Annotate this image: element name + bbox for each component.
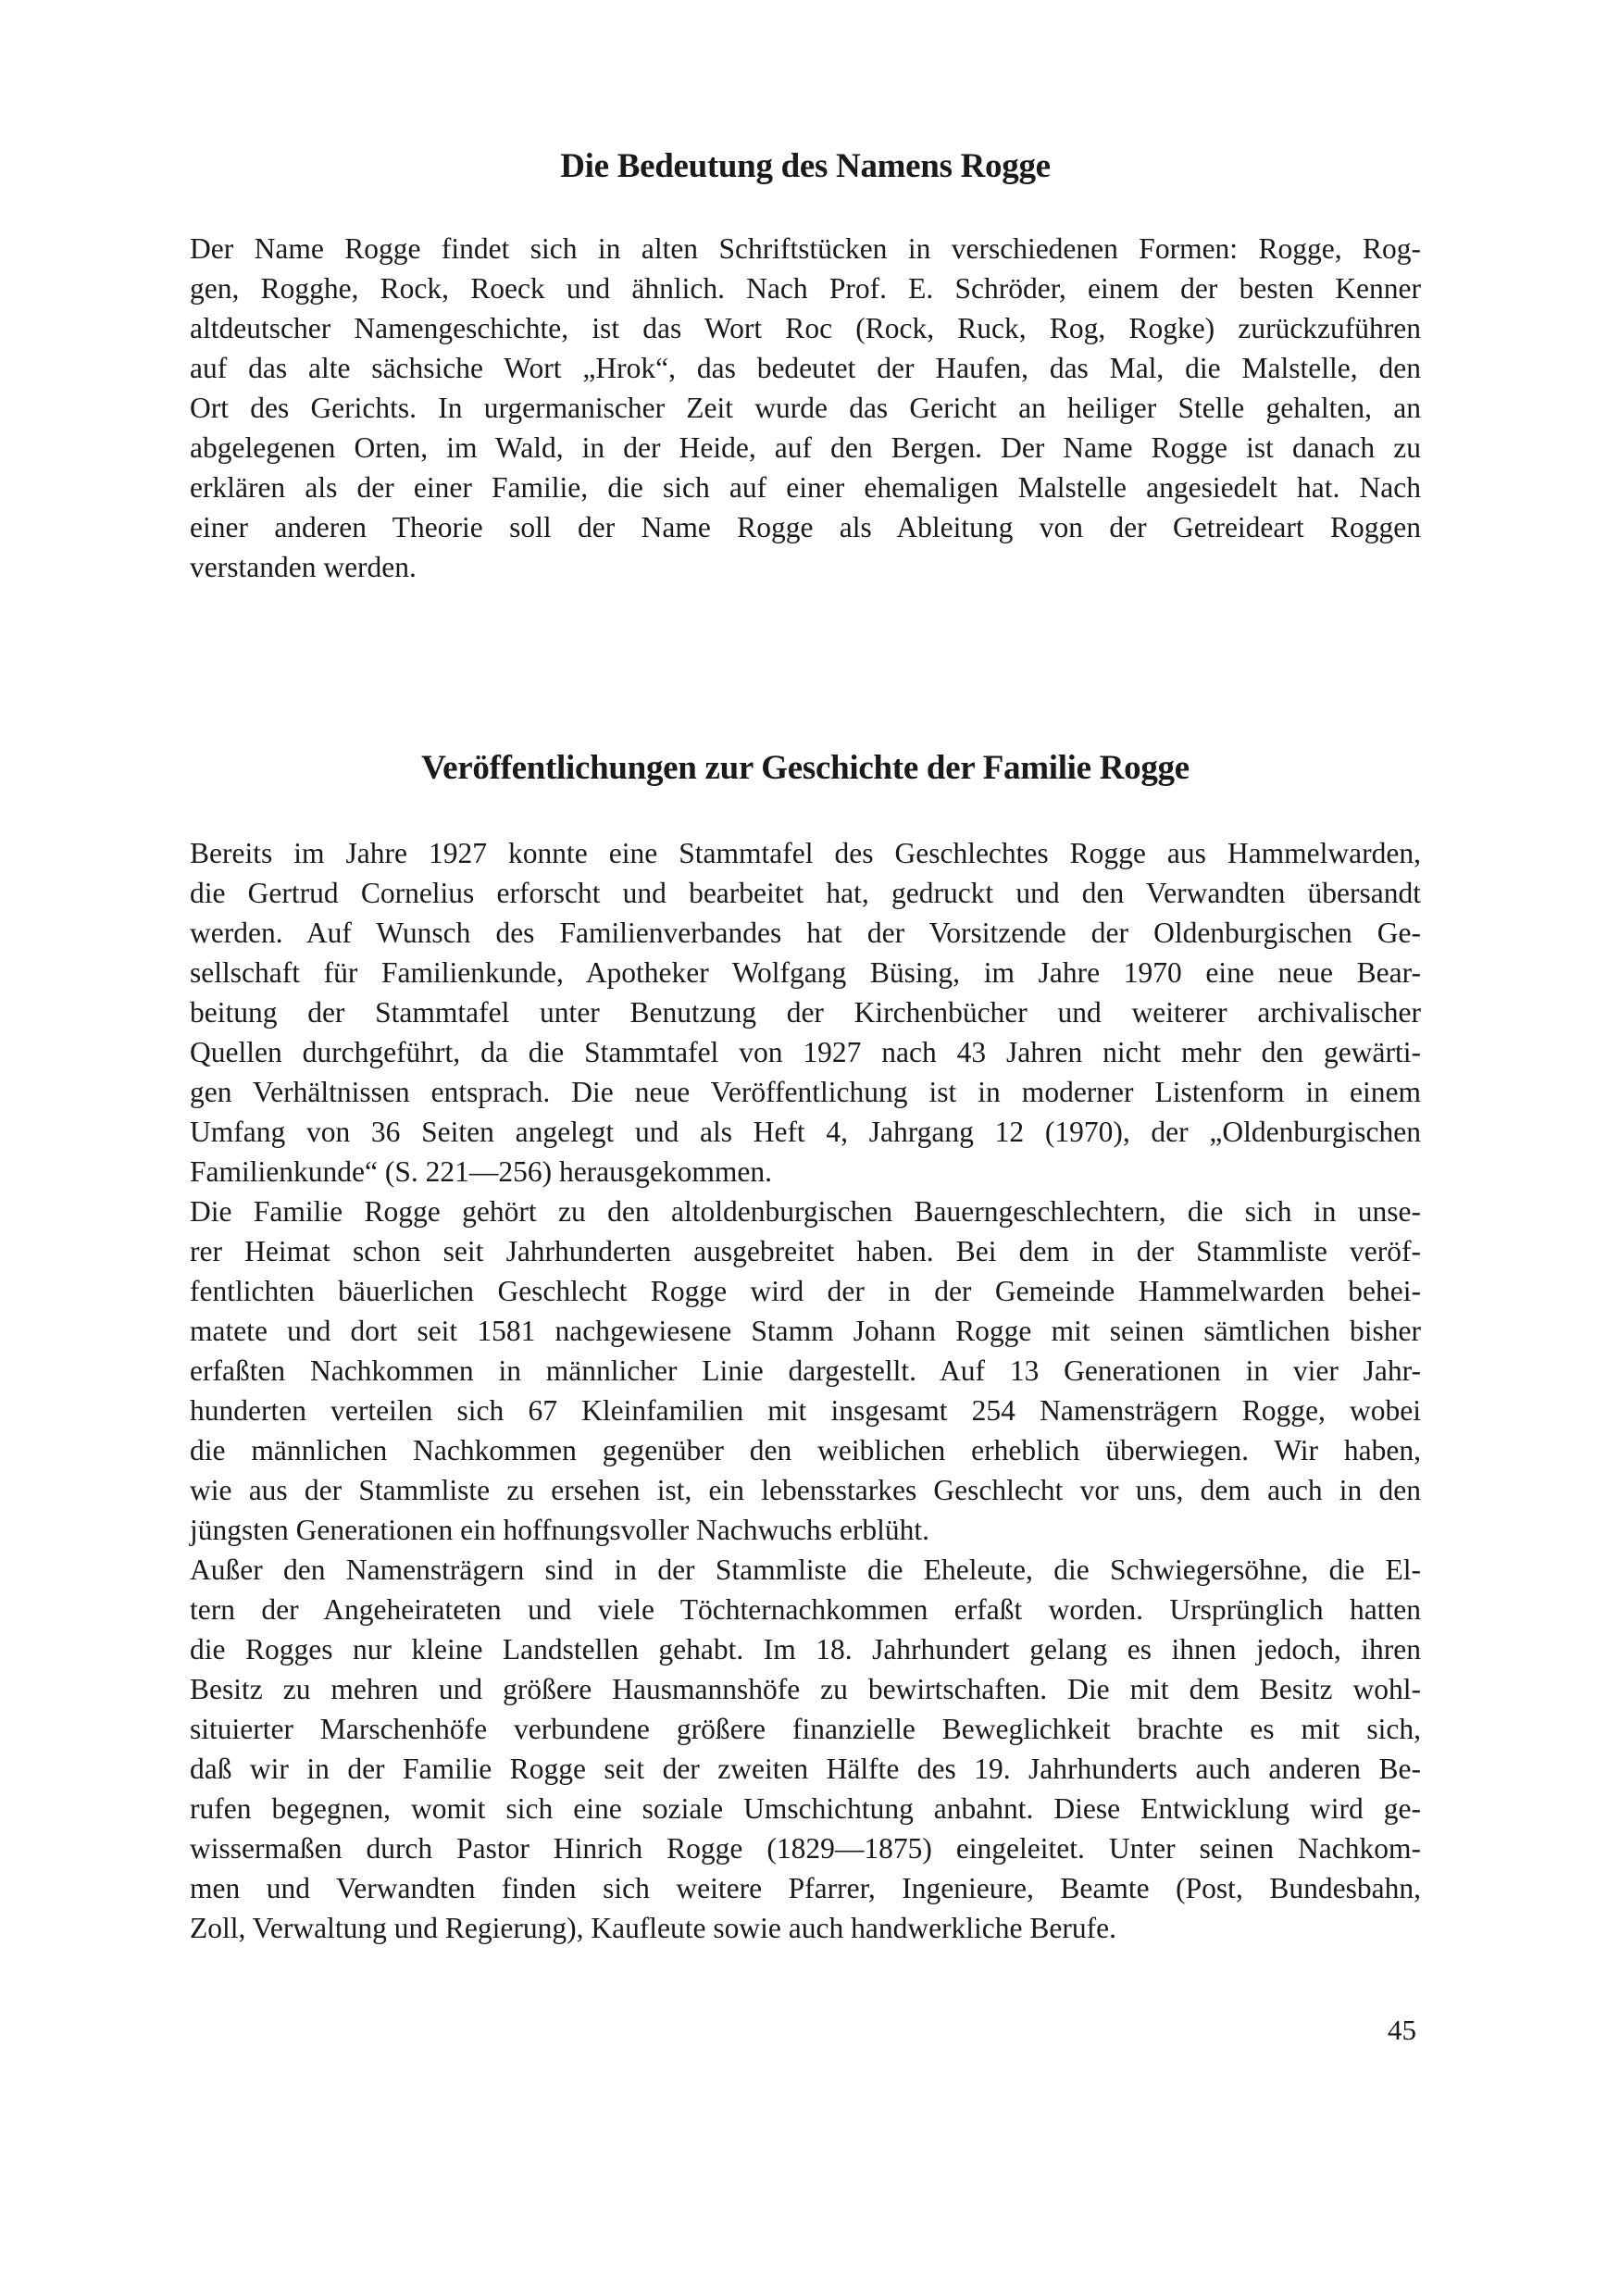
text-line: erfaßten Nachkommen in männlicher Linie dargestellt. Auf 13 Generationen in vier Jahr- bbox=[190, 1354, 1421, 1387]
text-line: hunderten verteilen sich 67 Kleinfamilien mit insgesamt 254 Namensträgern Rogge, wobei bbox=[190, 1394, 1421, 1427]
paragraph bbox=[190, 229, 1421, 587]
text-line: die männlichen Nachkommen gegenüber den weiblichen erheblich überwiegen. Wir haben, bbox=[190, 1434, 1421, 1466]
text-line: erklären als der einer Familie, die sich auf einer ehemaligen Malstelle angesiedelt hat. Nach bbox=[190, 471, 1421, 504]
text-line: verstanden werden. bbox=[190, 551, 417, 583]
text-line: tern der Angeheirateten und viele Töchternachkommen erfaßt worden. Ursprünglich hatten bbox=[190, 1593, 1421, 1626]
text-line: rufen begegnen, womit sich eine soziale Umschichtung anbahnt. Diese Entwicklung wird ge- bbox=[190, 1792, 1421, 1825]
section-publications-text bbox=[190, 833, 1421, 1948]
paragraph bbox=[190, 833, 1421, 1192]
text-line: matete und dort seit 1581 nachgewiesene Stamm Johann Rogge mit seinen sämtlichen bisher bbox=[190, 1315, 1421, 1347]
text-line: daß wir in der Familie Rogge seit der zweiten Hälfte des 19. Jahrhunderts auch anderen Be- bbox=[190, 1753, 1421, 1785]
text-line: rer Heimat schon seit Jahrhunderten ausgebreitet haben. Bei dem in der Stammliste veröf- bbox=[190, 1235, 1421, 1267]
text-line: auf das alte sächsiche Wort „Hrok“, das bedeutet der Haufen, das Mal, die Malstelle, den bbox=[190, 352, 1421, 384]
page-number: 45 bbox=[1388, 2014, 1416, 2046]
paragraph bbox=[190, 1550, 1421, 1948]
text-line: fentlichten bäuerlichen Geschlecht Rogge wird der in der Gemeinde Hammelwarden behei- bbox=[190, 1275, 1421, 1307]
text-line: Der Name Rogge findet sich in alten Schriftstücken in verschiedenen Formen: Rogge, Rog- bbox=[190, 232, 1421, 265]
text-line: Ort des Gerichts. In urgermanischer Zeit wurde das Gericht an heiliger Stelle gehalten, an bbox=[190, 392, 1421, 424]
text-line: Umfang von 36 Seiten angelegt und als Heft 4, Jahrgang 12 (1970), der „Oldenburgischen bbox=[190, 1116, 1421, 1148]
text-line: die Gertrud Cornelius erforscht und bearbeitet hat, gedruckt und den Verwandten übersandt bbox=[190, 877, 1421, 909]
text-line: sellschaft für Familienkunde, Apotheker Wolfgang Büsing, im Jahre 1970 eine neue Bear- bbox=[190, 956, 1421, 989]
text-line: Die Familie Rogge gehört zu den altoldenburgischen Bauerngeschlechtern, die sich in unse- bbox=[190, 1195, 1421, 1228]
text-line: beitung der Stammtafel unter Benutzung der Kirchenbücher und weiterer archivalischer bbox=[190, 996, 1421, 1029]
text-line: situierter Marschenhöfe verbundene größere finanzielle Beweglichkeit brachte es mit sich, bbox=[190, 1713, 1421, 1745]
text-line: Bereits im Jahre 1927 konnte eine Stammtafel des Geschlechtes Rogge aus Hammelwarden, bbox=[190, 837, 1421, 869]
section-heading-name-meaning: Die Bedeutung des Namens Rogge bbox=[560, 147, 1051, 185]
text-line: Besitz zu mehren und größere Hausmannshöfe zu bewirtschaften. Die mit dem Besitz wohl- bbox=[190, 1673, 1421, 1705]
paragraph bbox=[190, 1192, 1421, 1550]
text-line: Familienkunde“ (S. 221—256) herausgekommen. bbox=[190, 1155, 773, 1188]
section-name-meaning-text bbox=[190, 229, 1421, 587]
text-line: wissermaßen durch Pastor Hinrich Rogge (1829—1875) eingeleitet. Unter seinen Nachkom- bbox=[190, 1832, 1421, 1865]
text-line: abgelegenen Orten, im Wald, in der Heide, auf den Bergen. Der Name Rogge ist danach zu bbox=[190, 431, 1421, 464]
text-line: Zoll, Verwaltung und Regierung), Kaufleute sowie auch handwerkliche Berufe. bbox=[190, 1912, 1116, 1944]
text-line: die Rogges nur kleine Landstellen gehabt. Im 18. Jahrhundert gelang es ihnen jedoch, ihren bbox=[190, 1633, 1421, 1666]
text-line: altdeutscher Namengeschichte, ist das Wort Roc (Rock, Ruck, Rog, Rogke) zurückzuführen bbox=[190, 312, 1421, 344]
text-line: wie aus der Stammliste zu ersehen ist, ein lebensstarkes Geschlecht vor uns, dem auch in den bbox=[190, 1474, 1421, 1506]
text-line: Quellen durchgeführt, da die Stammtafel von 1927 nach 43 Jahren nicht mehr den gewärti- bbox=[190, 1036, 1421, 1068]
text-line: gen Verhältnissen entsprach. Die neue Veröffentlichung ist in moderner Listenform in einem bbox=[190, 1076, 1421, 1108]
text-line: einer anderen Theorie soll der Name Rogge als Ableitung von der Getreideart Roggen bbox=[190, 511, 1421, 543]
text-line: Außer den Namensträgern sind in der Stammliste die Eheleute, die Schwiegersöhne, die El- bbox=[190, 1554, 1421, 1586]
text-line: men und Verwandten finden sich weitere Pfarrer, Ingenieure, Beamte (Post, Bundesbahn, bbox=[190, 1872, 1421, 1904]
text-line: werden. Auf Wunsch des Familienverbandes hat der Vorsitzende der Oldenburgischen Ge- bbox=[190, 917, 1421, 949]
text-line: jüngsten Generationen ein hoffnungsvoller Nachwuchs erblüht. bbox=[190, 1514, 929, 1546]
text-line: gen, Rogghe, Rock, Roeck und ähnlich. Nach Prof. E. Schröder, einem der besten Kenner bbox=[190, 272, 1421, 305]
section-heading-publications: Veröffentlichungen zur Geschichte der Familie Rogge bbox=[421, 749, 1190, 787]
